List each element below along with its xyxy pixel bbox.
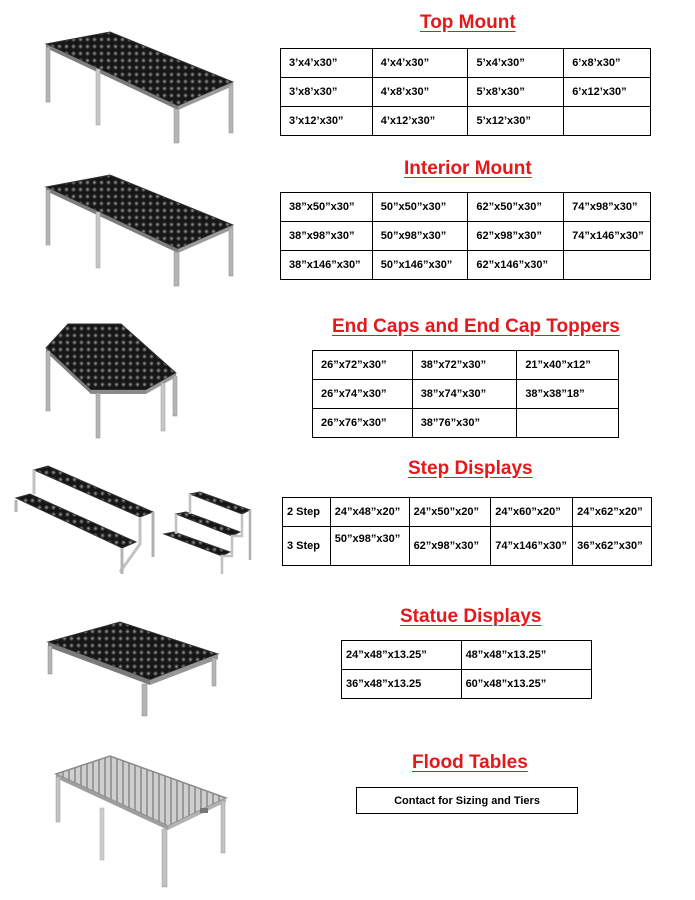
table-cell: 24”x62”x20”	[573, 498, 652, 527]
table-cell: 50”x98”x30”	[372, 222, 468, 251]
table-cell: 62”x146”x30”	[468, 251, 564, 280]
table-cell: 5’x8’x30”	[468, 78, 564, 107]
table-row	[281, 107, 651, 136]
table-cell: 5’x4’x30”	[468, 49, 564, 78]
table-cell: 62”x50”x30”	[468, 193, 564, 222]
interior-mount-table-image	[28, 165, 253, 290]
table-row	[313, 380, 619, 409]
flood-table-image	[50, 752, 230, 892]
table-cell: 38”x146”x30”	[281, 251, 373, 280]
table-cell: 3’x8’x30”	[281, 78, 373, 107]
table-cell: 38”76”x30”	[412, 409, 517, 438]
top-mount-table-image	[28, 22, 253, 147]
table-cell: 24”x60”x20”	[491, 498, 573, 527]
table-cell: 62”x98”x30”	[409, 527, 491, 566]
table-cell: 74”x146”x30”	[564, 222, 651, 251]
interior-mount-table	[280, 192, 651, 280]
table-cell: 50”x98”x30”	[330, 527, 409, 566]
table-row	[283, 527, 652, 566]
table-cell: 4’x8’x30”	[372, 78, 468, 107]
top-mount-table	[280, 48, 651, 136]
table-row	[281, 193, 651, 222]
table-row	[342, 670, 592, 699]
flood-tables-note: Contact for Sizing and Tiers	[356, 787, 578, 814]
end-caps-title: End Caps and End Cap Toppers	[332, 316, 620, 337]
top-mount-title: Top Mount	[420, 12, 516, 33]
table-cell: 50”x50”x30”	[372, 193, 468, 222]
table-row	[281, 78, 651, 107]
interior-mount-title: Interior Mount	[404, 158, 532, 179]
table-cell: 36”x48”x13.25	[342, 670, 462, 699]
table-cell	[564, 107, 651, 136]
table-cell: 38”x98”x30”	[281, 222, 373, 251]
table-row	[313, 409, 619, 438]
table-cell: 3’x4’x30”	[281, 49, 373, 78]
table-cell: 6’x8’x30”	[564, 49, 651, 78]
table-cell: 6’x12’x30”	[564, 78, 651, 107]
table-cell: 74”x98”x30”	[564, 193, 651, 222]
flood-tables-title: Flood Tables	[412, 752, 528, 773]
statue-displays-title: Statue Displays	[400, 606, 542, 627]
statue-displays-table	[341, 640, 592, 699]
table-cell: 38”x50”x30”	[281, 193, 373, 222]
statue-display-image	[40, 614, 225, 719]
table-cell: 24”x48”x13.25”	[342, 641, 462, 670]
table-cell: 74”x146”x30”	[491, 527, 573, 566]
three-step-display-image	[162, 490, 262, 578]
table-row	[281, 251, 651, 280]
table-cell: 38”x72”x30”	[412, 351, 517, 380]
table-cell: 21”x40”x12”	[517, 351, 619, 380]
table-cell: 62”x98”x30”	[468, 222, 564, 251]
table-row	[281, 222, 651, 251]
table-cell: 26”x72”x30”	[313, 351, 413, 380]
table-cell: 4’x12’x30”	[372, 107, 468, 136]
table-row	[342, 641, 592, 670]
table-cell: 24”x50”x20”	[409, 498, 491, 527]
two-step-display-image	[8, 462, 166, 580]
table-cell	[517, 409, 619, 438]
table-cell: 3’x12’x30”	[281, 107, 373, 136]
table-cell: 5’x12’x30”	[468, 107, 564, 136]
table-cell: 4’x4’x30”	[372, 49, 468, 78]
step-displays-table	[282, 497, 652, 566]
table-cell: 60”x48”x13.25”	[461, 670, 591, 699]
table-row	[313, 351, 619, 380]
table-row	[283, 498, 652, 527]
table-cell: 38”x38”18”	[517, 380, 619, 409]
table-row-label: 2 Step	[283, 498, 331, 527]
table-cell: 24”x48”x20”	[330, 498, 409, 527]
table-cell: 26”x76”x30”	[313, 409, 413, 438]
table-cell: 38”x74”x30”	[412, 380, 517, 409]
table-cell: 48”x48”x13.25”	[461, 641, 591, 670]
step-displays-title: Step Displays	[408, 458, 533, 479]
table-row-label: 3 Step	[283, 527, 331, 566]
table-cell: 36”x62”x30”	[573, 527, 652, 566]
table-row	[281, 49, 651, 78]
end-cap-table-image	[36, 318, 196, 443]
table-cell: 26”x74”x30”	[313, 380, 413, 409]
table-cell: 50”x146”x30”	[372, 251, 468, 280]
table-cell	[564, 251, 651, 280]
end-caps-table	[312, 350, 619, 438]
